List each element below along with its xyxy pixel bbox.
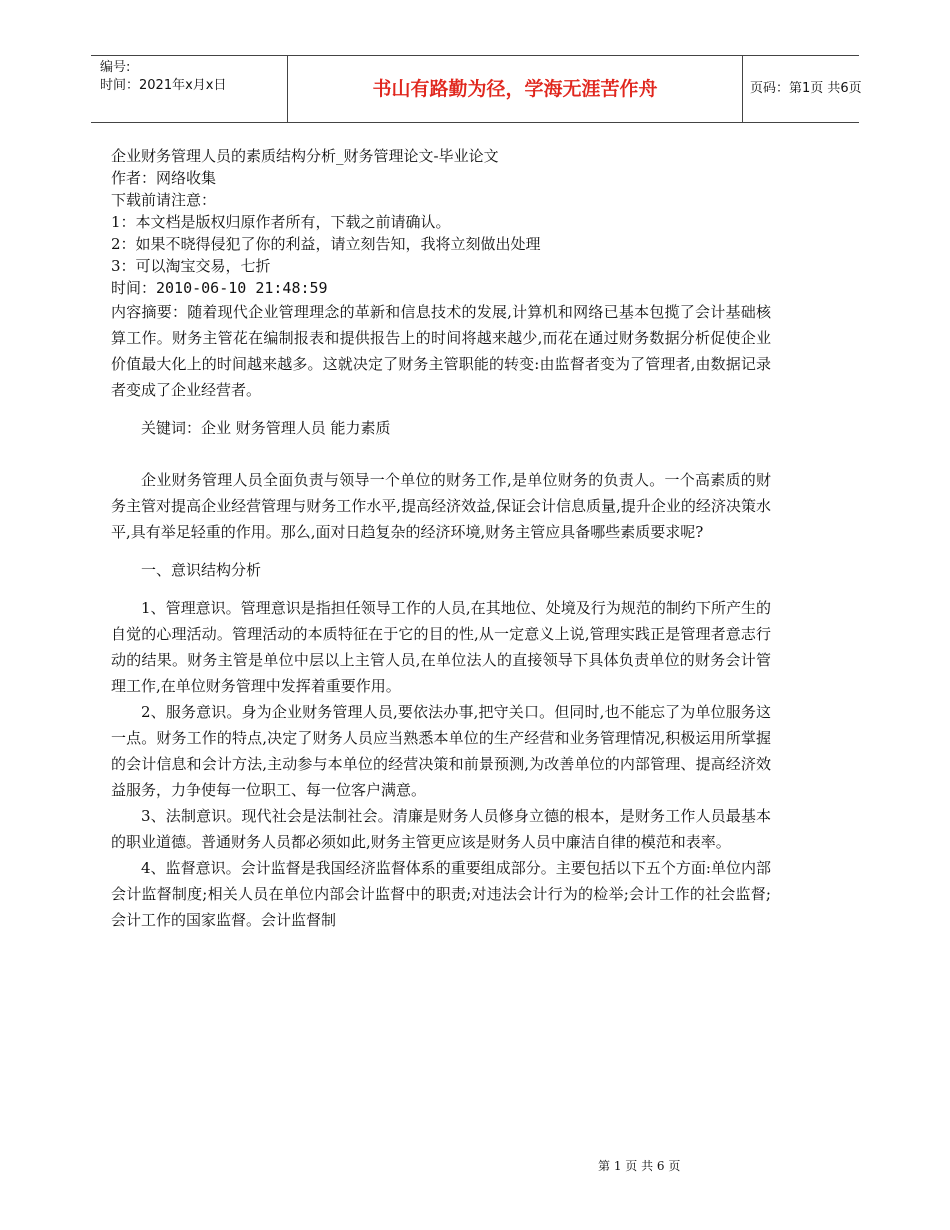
body-paragraph: 4、监督意识。会计监督是我国经济监督体系的重要组成部分。主要包括以下五个方面:单位内部会计监督制度;相关人员在单位内部会计监督中的职责;对违法会计行为的检举;会计工作的社会监督;会计工作的国家监督。会计监督制 bbox=[111, 859, 771, 929]
number-label: 编号: bbox=[100, 60, 131, 75]
header-page-cell bbox=[742, 56, 862, 122]
page-code: 页码：第1页 共6页 bbox=[750, 81, 862, 96]
page-footer: 第 1 页 共 6 页 bbox=[598, 1159, 681, 1173]
body-paragraph: 2、服务意识。身为企业财务管理人员,要依法办事,把守关口。但同时,也不能忘了为单位服务这一点。财务工作的特点,决定了财务人员应当熟悉本单位的生产经营和业务管理情况,积极运用所掌握的会计信息和会计方法,主动参与本单位的经营决策和前景预测,为改善单位的内部管理、提高经济效益服务，力争使每一位职工、每一位客户满意。 bbox=[111, 703, 771, 799]
time-label: 时间：2021年x月x日 bbox=[100, 78, 227, 93]
keywords: 关键词：企业 财务管理人员 能力素质 bbox=[141, 419, 391, 437]
section-heading: 一、意识结构分析 bbox=[141, 561, 262, 579]
body-paragraph: 1、管理意识。管理意识是指担任领导工作的人员,在其地位、处境及行为规范的制约下所产生的自觉的心理活动。管理活动的本质特征在于它的目的性,从一定意义上说,管理实践正是管理者意志行动的结果。财务主管是单位中层以上主管人员,在单位法人的直接领导下具体负责单位的财务会计管理工作,在单位财务管理中发挥着重要作用。 bbox=[111, 599, 771, 695]
document-body bbox=[111, 145, 771, 933]
header-meta bbox=[91, 56, 286, 122]
page-header bbox=[91, 55, 862, 123]
notice-item: 2：如果不晓得侵犯了你的利益，请立刻告知，我将立刻做出处理 bbox=[111, 235, 541, 253]
body-paragraph: 3、法制意识。现代社会是法制社会。清廉是财务人员修身立德的根本，是财务工作人员最基本的职业道德。普通财务人员都必须如此,财务主管更应该是财务人员中廉洁自律的模范和表率。 bbox=[111, 807, 771, 851]
abstract-paragraph: 内容摘要：随着现代企业管理理念的革新和信息技术的发展,计算机和网络已基本包揽了会计基础核算工作。财务主管花在编制报表和提供报告上的时间将越来越少,而花在通过财务数据分析促使企业价值最大化上的时间越来越多。这就决定了财务主管职能的转变:由监督者变为了管理者,由数据记录者变成了企业经营者。 bbox=[111, 303, 771, 399]
notice-item: 1：本文档是版权归原作者所有，下载之前请确认。 bbox=[111, 213, 451, 231]
header-motto-cell bbox=[287, 56, 743, 122]
intro-paragraph: 企业财务管理人员全面负责与领导一个单位的财务工作,是单位财务的负责人。一个高素质的财务主管对提高企业经营管理与财务工作水平,提高经济效益,保证会计信息质量,提升企业的经济决策水平,具有举足轻重的作用。那么,面对日趋复杂的经济环境,财务主管应具备哪些素质要求呢? bbox=[111, 471, 771, 541]
notice-heading: 下载前请注意： bbox=[111, 191, 217, 209]
article-title: 企业财务管理人员的素质结构分析_财务管理论文-毕业论文 bbox=[111, 147, 499, 165]
motto: 书山有路勤为径，学海无涯苦作舟 bbox=[372, 78, 658, 100]
article-time: 时间：2010-06-10 21:48:59 bbox=[111, 279, 328, 297]
article-author: 作者：网络收集 bbox=[111, 169, 217, 187]
notice-item: 3：可以淘宝交易，七折 bbox=[111, 257, 271, 275]
